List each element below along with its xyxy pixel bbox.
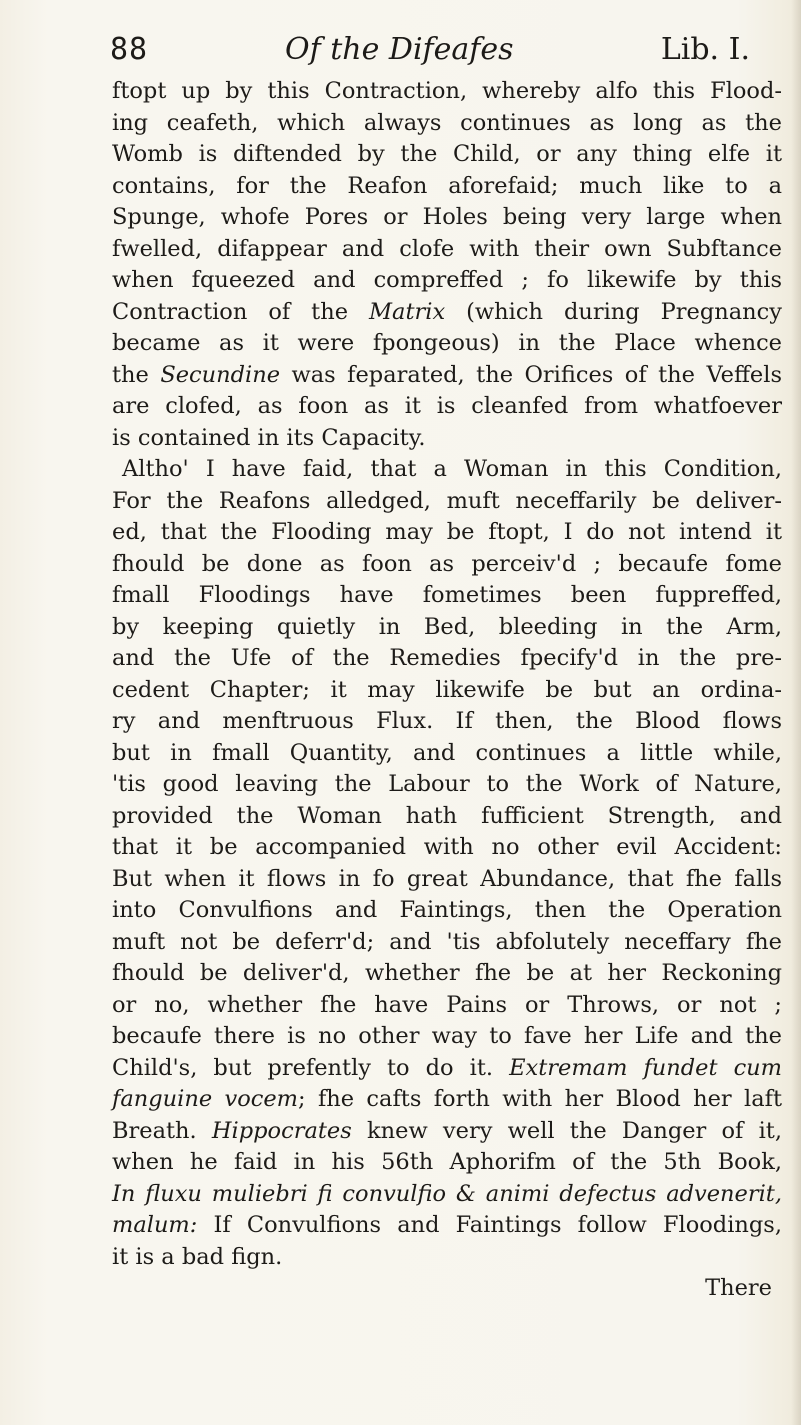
page-number: 88: [110, 32, 149, 67]
italic-text-run: Secundine: [160, 361, 281, 388]
text-line: [112, 234, 782, 266]
text-run: If Convulfions and Faintings follow Floodings,: [197, 1212, 782, 1238]
italic-text-run: fanguine vocem: [112, 1086, 298, 1112]
text-line: [112, 675, 782, 707]
text-run: ; fhe cafts forth with her Blood her laft: [298, 1086, 782, 1112]
page-edge-shadow: [791, 0, 801, 1425]
text-run: contains, for the Reafon aforefaid; much like to a: [112, 172, 782, 199]
text-line: [112, 517, 782, 549]
text-line: [112, 423, 782, 455]
text-run: There: [705, 1275, 772, 1301]
text-line: [112, 297, 782, 329]
text-run: fhould be done as foon as perceiv'd ; becaufe fome: [112, 550, 782, 577]
text-run: the: [112, 361, 161, 388]
text-run: Altho' I have faid, that a Woman in this Condition,: [122, 456, 782, 482]
text-run: it is a bad fign.: [112, 1243, 283, 1270]
text-run: knew very well the Danger of it,: [351, 1117, 782, 1144]
text-line: [112, 108, 782, 140]
italic-text-run: Extremam fundet cum: [509, 1054, 782, 1081]
text-line: [112, 643, 782, 675]
text-line: [112, 1147, 782, 1179]
text-line: [112, 1242, 782, 1274]
text-line: [112, 139, 782, 171]
text-line: [112, 202, 782, 234]
text-line: [112, 1084, 782, 1116]
text-run: Contraction of the: [112, 298, 370, 325]
text-run: is contained in its Capacity.: [112, 424, 426, 451]
running-title: Of the Difeafes: [285, 32, 514, 67]
italic-text-run: Hippocrates: [211, 1117, 352, 1144]
text-run: ed, that the Flooding may be ftopt, I do not intend it: [112, 519, 782, 545]
text-run: into Convulfions and Faintings, then the Operation: [112, 897, 782, 923]
text-line: [112, 706, 782, 738]
text-line: [112, 580, 782, 612]
text-run: when he faid in his 56th Aphorifm of the 5th Book,: [112, 1149, 782, 1175]
running-header: [110, 28, 750, 72]
text-line: [112, 391, 782, 423]
text-run: but in fmall Quantity, and continues a little while,: [112, 739, 782, 766]
text-run: ftopt up by this Contraction, whereby alfo this Flood-: [112, 78, 782, 104]
page-body-text: [112, 76, 782, 1305]
text-line: [112, 360, 782, 392]
italic-text-run: Matrix: [369, 298, 446, 325]
text-line: [112, 1210, 782, 1242]
text-line: [112, 171, 782, 203]
text-line: [112, 990, 782, 1022]
text-run: 'tis good leaving the Labour to the Work of Nature,: [112, 771, 782, 797]
text-line: [112, 549, 782, 581]
text-line: [112, 1116, 782, 1148]
text-line: [112, 738, 782, 770]
text-line: [112, 454, 782, 486]
text-run: Spunge, whofe Pores or Holes being very large when: [112, 204, 782, 230]
text-run: became as it were fpongeous) in the Place whence: [112, 330, 782, 356]
text-line: [112, 801, 782, 833]
text-line: [112, 265, 782, 297]
text-line: [112, 1053, 782, 1085]
italic-text-run: malum:: [112, 1212, 198, 1238]
text-line: [112, 1021, 782, 1053]
text-line: [112, 1273, 782, 1305]
text-line: [112, 486, 782, 518]
text-run: provided the Woman hath fufficient Strength, and: [112, 802, 782, 829]
text-run: was feparated, the Orifices of the Veffels: [280, 361, 782, 388]
text-run: fhould be deliver'd, whether fhe be at her Reckoning: [112, 960, 782, 986]
text-run: (which during Pregnancy: [445, 298, 782, 325]
text-line: [112, 927, 782, 959]
text-run: fmall Floodings have fometimes been fuppreffed,: [112, 582, 782, 608]
text-line: [112, 958, 782, 990]
text-line: [112, 769, 782, 801]
text-run: are clofed, as foon as it is cleanfed from whatfoever: [112, 393, 782, 419]
text-line: [112, 328, 782, 360]
text-run: becaufe there is no other way to fave her Life and the: [112, 1023, 782, 1049]
text-run: For the Reafons alledged, muft neceffarily be deliver-: [112, 487, 782, 514]
text-line: [112, 895, 782, 927]
text-run: Child's, but prefently to do it.: [112, 1054, 510, 1081]
text-line: [112, 1179, 782, 1211]
text-run: But when it flows in fo great Abundance, that fhe falls: [112, 865, 782, 892]
text-run: Womb is diftended by the Child, or any thing elfe it: [112, 141, 782, 167]
text-run: ry and menftruous Flux. If then, the Blood flows: [112, 708, 782, 734]
text-run: by keeping quietly in Bed, bleeding in the Arm,: [112, 613, 782, 640]
text-run: when fqueezed and compreffed ; fo likewife by this: [112, 267, 782, 293]
text-line: [112, 832, 782, 864]
text-run: that it be accompanied with no other evil Accident:: [112, 834, 782, 860]
text-run: and the Ufe of the Remedies fpecify'd in the pre-: [112, 645, 782, 671]
text-run: muft not be deferr'd; and 'tis abfolutely neceffary fhe: [112, 928, 782, 955]
text-run: cedent Chapter; it may likewife be but an ordina-: [112, 676, 782, 703]
text-run: or no, whether fhe have Pains or Throws, or not ;: [112, 991, 782, 1018]
text-run: Breath.: [112, 1117, 212, 1144]
text-line: [112, 864, 782, 896]
text-run: fwelled, difappear and clofe with their own Subftance: [112, 235, 782, 262]
italic-text-run: In fluxu muliebri fi convulfio & animi defectus advenerit,: [112, 1180, 782, 1207]
book-label: Lib. I.: [660, 32, 750, 67]
text-line: [112, 612, 782, 644]
text-line: [112, 76, 782, 108]
text-run: ing ceafeth, which always continues as long as the: [112, 109, 782, 136]
